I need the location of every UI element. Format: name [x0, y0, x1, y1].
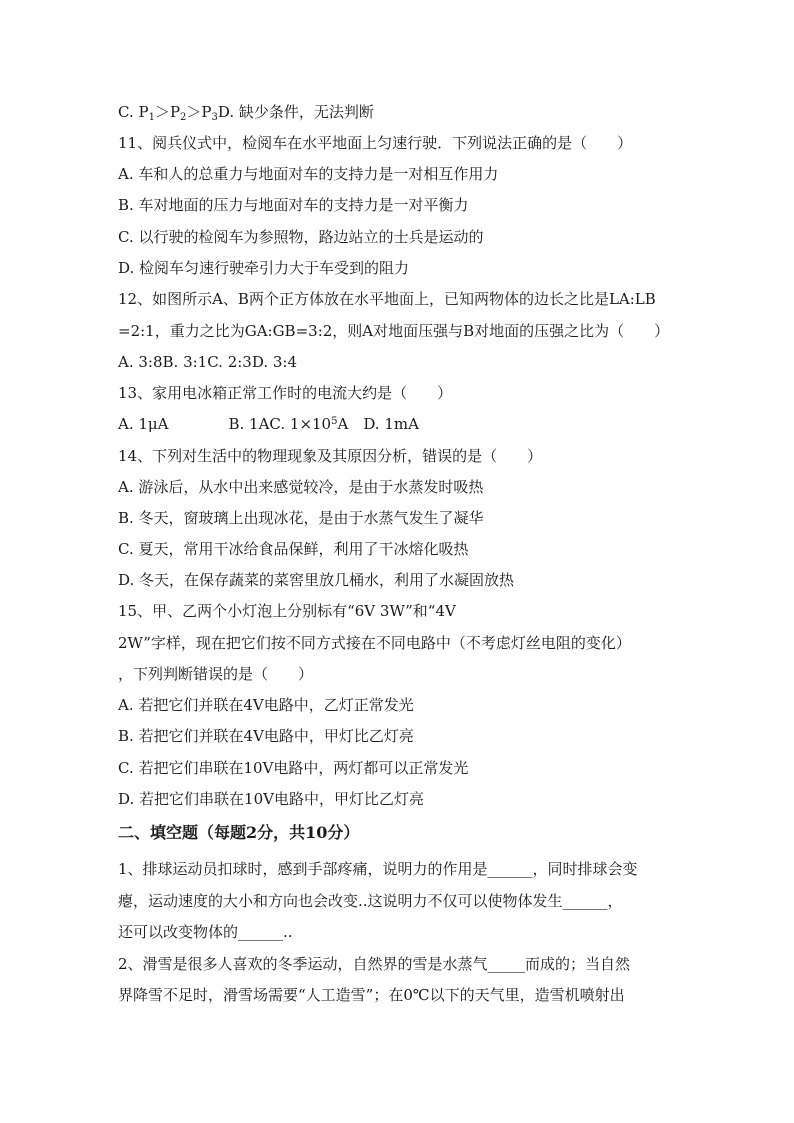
subscript: 1	[148, 112, 155, 123]
fill-question-1: 1、排球运动员扣球时，感到手部疼痛，说明力的作用是______，同时排球会变	[118, 860, 638, 878]
question-13-options	[118, 414, 419, 434]
option-text: ＞P	[154, 103, 181, 121]
option-text: A D. 1mA	[337, 415, 419, 433]
option-b: B. 若把它们并联在4V电路中，甲灯比乙灯亮	[118, 727, 414, 745]
option-c: C. 若把它们串联在10V电路中，两灯都可以正常发光	[118, 759, 469, 777]
question-12: 12、如图所示A、B两个正方体放在水平地面上，已知两物体的边长之比是LA:LB	[118, 290, 656, 308]
option-d: D. 若把它们串联在10V电路中，甲灯比乙灯亮	[118, 790, 424, 808]
question-15: 15、甲、乙两个小灯泡上分别标有“6V 3W”和“4V	[118, 602, 456, 620]
subscript: 3	[211, 112, 218, 123]
option-text: A. 1μA B. 1AC. 1×10	[118, 415, 332, 433]
question-15-cont: ，下列判断错误的是（ ）	[118, 665, 314, 683]
fill-question-1-cont: 还可以改变物体的______..	[118, 923, 293, 941]
option-a: A. 若把它们并联在4V电路中，乙灯正常发光	[118, 696, 414, 714]
option-text: C. P	[118, 103, 149, 121]
option-c: C. 夏天，常用干冰给食品保鲜，利用了干冰熔化吸热	[118, 540, 469, 558]
option-d: D. 冬天，在保存蔬菜的菜窖里放几桶水，利用了水凝固放热	[118, 571, 515, 589]
option-c-line	[118, 102, 374, 122]
fill-question-2-cont: 界降雪不足时，滑雪场需要“人工造雪”；在0℃以下的天气里，造雪机喷射出	[118, 986, 625, 1004]
question-14: 14、下列对生活中的物理现象及其原因分析，错误的是（ ）	[118, 447, 543, 465]
option-b: B. 车对地面的压力与地面对车的支持力是一对平衡力	[118, 196, 469, 214]
option-a: A. 游泳后，从水中出来感觉较冷，是由于水蒸发时吸热	[118, 478, 484, 496]
option-text: D. 缺少条件，无法判断	[217, 103, 374, 121]
fill-question-1-cont: 瘪，运动速度的大小和方向也会改变..这说明力不仅可以使物体发生______，	[118, 892, 623, 910]
option-d: D. 检阅车匀速行驶牵引力大于车受到的阻力	[118, 259, 410, 277]
option-text: ＞P	[186, 103, 212, 121]
question-11: 11、阅兵仪式中，检阅车在水平地面上匀速行驶．下列说法正确的是（ ）	[118, 134, 633, 152]
question-13: 13、家用电冰箱正常工作时的电流大约是（ ）	[118, 384, 453, 402]
fill-question-2: 2、滑雪是很多人喜欢的冬季运动，自然界的雪是水蒸气_____而成的；当自然	[118, 955, 631, 973]
option-a: A. 车和人的总重力与地面对车的支持力是一对相互作用力	[118, 165, 499, 183]
subscript: 2	[180, 112, 187, 123]
question-12-options: A. 3:8B. 3:1C. 2:3D. 3:4	[118, 353, 297, 371]
question-15-cont: 2W”字样，现在把它们按不同方式接在不同电路中（不考虑灯丝电阻的变化）	[118, 634, 631, 652]
superscript: 5	[331, 416, 338, 427]
section-heading: 二、填空题（每题2分，共10分）	[118, 823, 360, 842]
option-c: C. 以行驶的检阅车为参照物，路边站立的士兵是运动的	[118, 228, 484, 246]
question-12-cont: =2:1，重力之比为GA:GB=3:2，则A对地面压强与B对地面的压强之比为（ ）	[118, 322, 670, 340]
option-b: B. 冬天，窗玻璃上出现冰花，是由于水蒸气发生了凝华	[118, 509, 484, 527]
